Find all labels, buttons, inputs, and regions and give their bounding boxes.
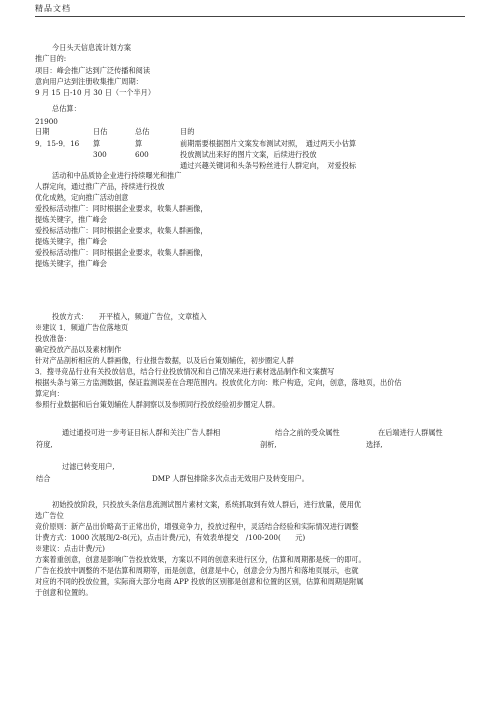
- body-line-9: 于创意和位置的。: [35, 588, 93, 597]
- body-line-4: 计费方式：1000 次展现/2-8(元)，点击计费/元)，有效表单提交 /100-200( 元): [35, 533, 306, 542]
- page-header: 精品文档: [35, 4, 71, 13]
- body-line-1: 初始投放阶段，只投放头条信息流测试图片素材文案，系统抓取到有效人群后，进行放量，使用优: [52, 500, 362, 509]
- activity-line-2: 人群定向，通过推广产品，持续进行投放: [35, 182, 165, 191]
- targeting-text-8: 结合: [36, 474, 51, 483]
- table-header-goal: 目的: [180, 127, 195, 136]
- table-goal-3: 通过兴趣关键词和头条号粉丝进行人群定向， 对爱投标: [180, 161, 357, 170]
- table-header-date: 日期: [35, 127, 50, 136]
- prep-line-6: 参照行业数据和后台策划辅佐人群洞察以及参照同行投放经验初步圈定人群。: [35, 400, 280, 409]
- body-line-3: 竞价原则：新产品出价略高于正常出价，增强竞争力，投放过程中，灵活结合经验和实际情况进行调整: [35, 522, 359, 531]
- activity-line-9: 提炼关键字，推广峰会: [35, 259, 107, 268]
- table-goal-2: 投放测试出来好的图片文案，后续进行投放: [180, 150, 317, 159]
- targeting-text-3: 在后端进行人群属性: [378, 428, 443, 437]
- body-line-6: 方案着重创意，创意是影响广告投放效果，方案以不同的创意来进行区分，估算和周期都是统一的即可。: [35, 555, 366, 564]
- targeting-text-5: 剖析,: [260, 440, 277, 449]
- targeting-text-1: 通过通投可进一步考证目标人群和关注广告人群相: [62, 428, 221, 437]
- table-total-value: 600: [135, 150, 149, 159]
- activity-line-5: 提炼关键字，推广峰会: [35, 215, 107, 224]
- targeting-text-9: DMP 人群包排除多次点击无效用户及转变用户。: [152, 474, 309, 483]
- prep-line-1: 确定投放产品以及素材制作: [35, 345, 122, 354]
- activity-line-3: 优化成熟，定向推广活动创意: [35, 193, 129, 202]
- activity-line-4: 爱投标活动推广：同时根据企业要求，收集人群画像，: [35, 204, 208, 213]
- body-line-2: 选广告位: [35, 511, 64, 520]
- doc-title: 今日头天信息流计划方案: [52, 43, 132, 52]
- period: 9 月 15 日-10 月 30 日（一个半月）: [35, 88, 156, 97]
- budget-value: 21900: [35, 117, 58, 126]
- targeting-text-6: 选择,: [366, 440, 383, 449]
- targeting-text-2: 结合之前的受众属性: [275, 428, 340, 437]
- suggestion-1: ※建议 1．频道广告位落地页: [35, 323, 129, 332]
- prep-line-2: 针对产品剖析相应的人群画像，行业报告数据，以及后台策划辅佐，初步圈定人群: [35, 356, 294, 365]
- table-daily-value: 300: [93, 150, 107, 159]
- table-header-total: 总估: [135, 127, 150, 136]
- goal-line-1: 项目：峰会推广达到广泛传播和阅读: [35, 66, 151, 75]
- goal-line-2: 意向用户达到注册收集推广周期：: [35, 77, 143, 86]
- table-daily-label: 算: [93, 139, 101, 148]
- prep-label: 投放准备：: [35, 334, 71, 343]
- body-line-7: 广告在投放中调整的不是估算和周期等，而是创意，创意是中心，创意会分为图片和落地页展示，也就: [35, 566, 359, 575]
- body-line-8: 对应的不同的投放位置，实际商大部分电商 APP 投放的区别都是创意和位置的区别，估算和周期是附属: [35, 577, 364, 586]
- activity-line-7: 提炼关键字，推广峰会: [35, 237, 107, 246]
- method-line: 投放方式： 开平植入，频道广告位，文章植入: [52, 312, 207, 321]
- goal-label: 推广目的:: [35, 54, 67, 63]
- budget-label: 总估算：: [52, 104, 81, 113]
- table-total-label: 算: [135, 139, 143, 148]
- activity-line-8: 爱投标活动推广：同时根据企业要求，收集人群画像，: [35, 248, 208, 257]
- header-rule: [35, 16, 465, 17]
- table-date: 9．15-9．16: [35, 139, 80, 148]
- table-goal-1: 前期需要根据图片文案发布测试对照， 通过两天小估算: [180, 139, 357, 148]
- activity-line-6: 爱投标活动推广：同时根据企业要求，收集人群画像，: [35, 226, 208, 235]
- prep-line-4: 根据头条与第三方监测数据，保证监测误差在合理范围内。投放优化方向：账户构造，定向，创意，落地页，出价估: [35, 378, 402, 387]
- prep-line-5: 算定向：: [35, 389, 64, 398]
- targeting-text-4: 符度,: [36, 440, 53, 449]
- prep-line-3: 3．搜寻竞品行业有关投放信息，结合行业投放情况和自己情况来进行素材选品制作和文案撰写: [35, 367, 335, 376]
- targeting-text-7: 过滤已转变用户,: [62, 462, 115, 471]
- body-line-5: ※建议：点击计费/元): [35, 544, 105, 553]
- activity-line-1: 活动和中品质协企业进行持续曝光和推广: [52, 171, 182, 180]
- table-header-daily: 日估: [93, 127, 108, 136]
